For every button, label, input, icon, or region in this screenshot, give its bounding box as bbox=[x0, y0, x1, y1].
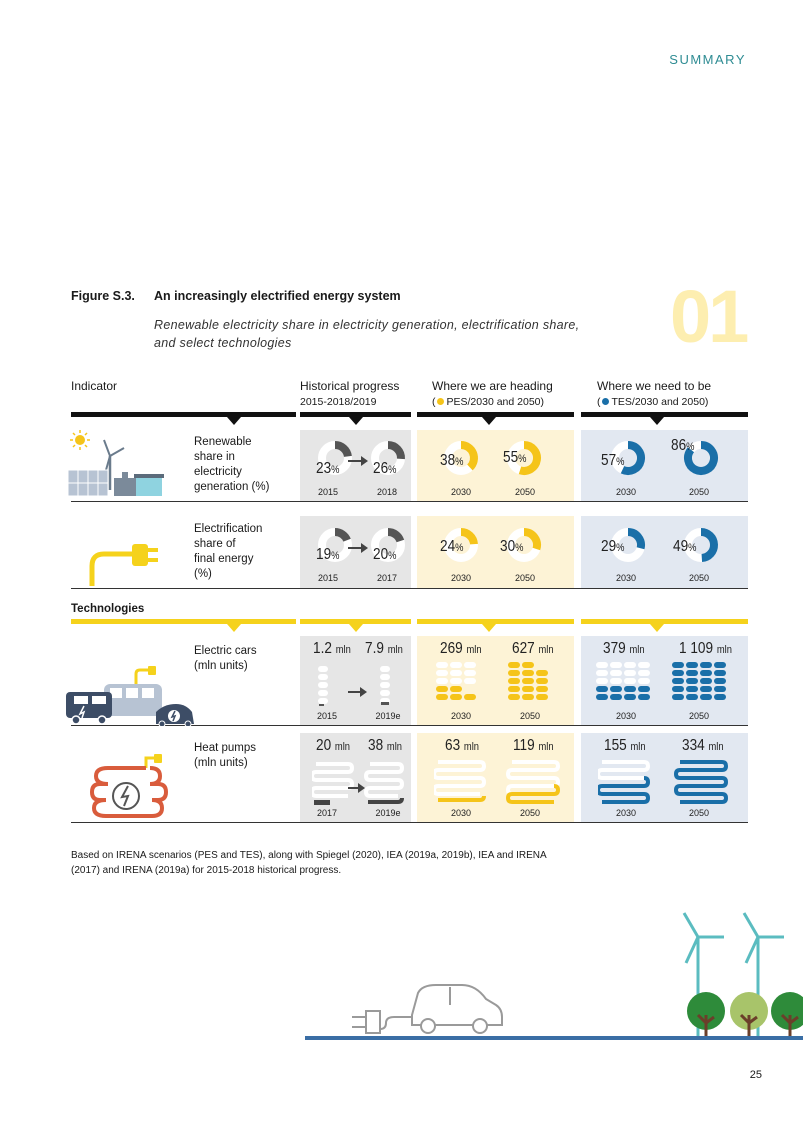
technologies-title: Technologies bbox=[71, 603, 145, 615]
cars-tes-stack bbox=[594, 660, 744, 708]
heatpumps-pes-coils bbox=[434, 758, 570, 808]
value-unit: % bbox=[686, 441, 695, 453]
value-number: 38 bbox=[368, 737, 384, 754]
year-label: 2017 bbox=[376, 573, 398, 583]
col-need-sub-text: TES/2030 and 2050) bbox=[611, 396, 709, 408]
col-heading-sub-text: PES/2030 and 2050) bbox=[446, 396, 544, 408]
year-label: 2030 bbox=[615, 487, 637, 497]
value-renewable-h1 bbox=[316, 460, 339, 478]
value-renewable-t1 bbox=[601, 452, 624, 470]
year-label: 2019e bbox=[375, 711, 401, 721]
value-heatpumps-h1 bbox=[316, 737, 350, 755]
donut-slice bbox=[388, 532, 400, 541]
electrification-label-line-3: final energy bbox=[194, 553, 254, 565]
footnote bbox=[71, 848, 631, 878]
value-electrification-t2 bbox=[673, 538, 696, 556]
figure-subtitle bbox=[154, 316, 654, 352]
donut-slice bbox=[701, 532, 714, 558]
cars-label bbox=[194, 644, 257, 674]
tech-historical-pointer bbox=[349, 624, 363, 632]
row-divider bbox=[71, 822, 748, 823]
value-unit: mln bbox=[334, 741, 350, 753]
figure-number: Figure S.3. bbox=[71, 289, 135, 303]
value-unit: mln bbox=[386, 741, 402, 753]
donut-slice bbox=[628, 532, 641, 548]
value-unit: % bbox=[616, 542, 625, 554]
value-unit: % bbox=[331, 464, 340, 476]
year-label: 2030 bbox=[450, 711, 472, 721]
value-unit: % bbox=[388, 464, 397, 476]
heatpumps-label-line-1: Heat pumps bbox=[194, 742, 257, 754]
row-divider bbox=[71, 588, 748, 589]
heatpumps-label bbox=[194, 741, 256, 771]
pes-dot-icon bbox=[437, 398, 444, 405]
electrification-label-line-1: Electrification bbox=[194, 523, 263, 535]
year-label: 2018 bbox=[376, 487, 398, 497]
tech-heading-pointer bbox=[482, 624, 496, 632]
donut-slice bbox=[335, 445, 348, 456]
year-label: 2030 bbox=[615, 808, 637, 818]
section-label: SUMMARY bbox=[669, 52, 746, 67]
value-number: 7.9 bbox=[365, 640, 384, 657]
historical-pointer bbox=[349, 417, 363, 425]
value-electrification-t1 bbox=[601, 538, 624, 556]
year-label: 2050 bbox=[688, 573, 710, 583]
year-label: 2050 bbox=[519, 711, 541, 721]
tech-need-bar bbox=[581, 619, 748, 624]
need-pointer bbox=[650, 417, 664, 425]
cars-label-line-2: (mln units) bbox=[194, 660, 248, 672]
value-unit: % bbox=[616, 456, 625, 468]
chapter-number: 01 bbox=[670, 275, 747, 358]
year-label: 2015 bbox=[317, 573, 339, 583]
col-indicator: Indicator bbox=[71, 379, 118, 393]
figure-subtitle-line-2: and select technologies bbox=[154, 336, 292, 350]
value-electrification-p1 bbox=[440, 538, 463, 556]
donut-slice bbox=[335, 532, 347, 540]
year-label: 2030 bbox=[615, 711, 637, 721]
col-need-sub-open: ( bbox=[597, 396, 601, 408]
footnote-line-2: (2017) and IRENA (2019a) for 2015-2018 historical progress. bbox=[71, 865, 342, 876]
renewable-label bbox=[194, 435, 269, 495]
indicator-bar bbox=[71, 412, 296, 417]
year-label: 2050 bbox=[688, 487, 710, 497]
cars-historical-stack bbox=[316, 662, 406, 710]
col-heading: Where we are heading bbox=[432, 379, 553, 393]
landscape-illustration bbox=[300, 905, 803, 1045]
value-unit: % bbox=[331, 550, 340, 562]
value-number: 38 bbox=[440, 452, 456, 469]
renewable-label-line-4: generation (%) bbox=[194, 481, 270, 493]
value-electrification-p2 bbox=[500, 538, 523, 556]
value-unit: % bbox=[688, 542, 697, 554]
electrification-label bbox=[194, 522, 262, 582]
value-cars-p1 bbox=[440, 640, 482, 658]
renewable-energy-icon bbox=[66, 428, 186, 500]
value-number: 334 bbox=[682, 737, 705, 754]
value-number: 155 bbox=[604, 737, 627, 754]
value-number: 30 bbox=[500, 538, 516, 555]
value-number: 24 bbox=[440, 538, 456, 555]
value-heatpumps-h2 bbox=[368, 737, 402, 755]
electric-cars-icon bbox=[64, 664, 196, 726]
year-label: 2019e bbox=[375, 808, 401, 818]
value-number: 23 bbox=[316, 460, 332, 477]
value-number: 19 bbox=[316, 546, 332, 563]
col-historical-sub: 2015-2018/2019 bbox=[300, 396, 377, 408]
figure-title: An increasingly electrified energy system bbox=[154, 289, 401, 303]
heading-pointer bbox=[482, 417, 496, 425]
year-label: 2050 bbox=[688, 808, 710, 818]
value-number: 1.2 bbox=[313, 640, 332, 657]
value-cars-t2 bbox=[679, 640, 732, 658]
donut-slice bbox=[524, 532, 537, 549]
value-number: 379 bbox=[603, 640, 626, 657]
cars-label-line-1: Electric cars bbox=[194, 645, 257, 657]
footnote-line-1: Based on IRENA scenarios (PES and TES), along with Spiegel (2020), IEA (2019a, 2019b), IEA and IRENA bbox=[71, 850, 547, 861]
electrification-label-line-4: (%) bbox=[194, 568, 212, 580]
heat-pump-icon bbox=[88, 752, 168, 822]
year-label: 2050 bbox=[519, 808, 541, 818]
value-cars-h1 bbox=[313, 640, 351, 658]
value-cars-p2 bbox=[512, 640, 554, 658]
value-number: 1 109 bbox=[679, 640, 714, 657]
year-label: 2030 bbox=[450, 808, 472, 818]
value-heatpumps-p2 bbox=[513, 737, 554, 755]
tech-need-pointer bbox=[650, 624, 664, 632]
value-unit: mln bbox=[538, 741, 554, 753]
value-unit: mln bbox=[335, 644, 351, 656]
value-heatpumps-p1 bbox=[445, 737, 479, 755]
value-number: 26 bbox=[373, 460, 389, 477]
col-need-sub bbox=[597, 396, 708, 408]
value-number: 55 bbox=[503, 449, 519, 466]
year-label: 2017 bbox=[316, 808, 338, 818]
tes-dot-icon bbox=[602, 398, 609, 405]
renewable-label-line-3: electricity bbox=[194, 466, 242, 478]
value-unit: mln bbox=[463, 741, 479, 753]
heatpumps-tes-coils bbox=[598, 758, 738, 808]
cars-pes-stack bbox=[436, 660, 566, 708]
value-renewable-h2 bbox=[373, 460, 396, 478]
plug-icon bbox=[86, 536, 166, 588]
value-electrification-h1 bbox=[316, 546, 339, 564]
year-label: 2050 bbox=[514, 487, 536, 497]
value-unit: % bbox=[515, 542, 524, 554]
col-historical: Historical progress bbox=[300, 379, 400, 393]
year-label: 2015 bbox=[316, 711, 338, 721]
value-unit: % bbox=[388, 550, 397, 562]
value-unit: mln bbox=[466, 644, 482, 656]
value-heatpumps-t2 bbox=[682, 737, 724, 755]
col-heading-sub bbox=[432, 396, 544, 408]
value-heatpumps-t1 bbox=[604, 737, 646, 755]
year-label: 2030 bbox=[450, 487, 472, 497]
value-unit: mln bbox=[629, 644, 645, 656]
need-bar bbox=[581, 412, 748, 417]
value-unit: mln bbox=[538, 644, 554, 656]
value-unit: mln bbox=[708, 741, 724, 753]
value-unit: % bbox=[455, 456, 464, 468]
value-number: 29 bbox=[601, 538, 617, 555]
year-label: 2050 bbox=[514, 573, 536, 583]
value-unit: mln bbox=[630, 741, 646, 753]
page-number: 25 bbox=[749, 1069, 762, 1081]
value-unit: mln bbox=[716, 644, 732, 656]
value-number: 269 bbox=[440, 640, 463, 657]
arrow-right-icon bbox=[347, 455, 369, 467]
year-label: 2050 bbox=[688, 711, 710, 721]
indicator-pointer bbox=[227, 417, 241, 425]
arrow-right-icon bbox=[347, 542, 369, 554]
value-renewable-p1 bbox=[440, 452, 463, 470]
value-cars-t1 bbox=[603, 640, 645, 658]
value-number: 20 bbox=[373, 546, 389, 563]
year-label: 2015 bbox=[317, 487, 339, 497]
value-renewable-t2 bbox=[671, 437, 694, 455]
value-number: 63 bbox=[445, 737, 461, 754]
value-unit: % bbox=[518, 453, 527, 465]
value-unit: mln bbox=[387, 644, 403, 656]
value-unit: % bbox=[455, 542, 464, 554]
value-number: 57 bbox=[601, 452, 617, 469]
year-label: 2030 bbox=[615, 573, 637, 583]
row-divider bbox=[71, 501, 748, 502]
figure-subtitle-line-1: Renewable electricity share in electricity generation, electrification share, bbox=[154, 318, 580, 332]
value-renewable-p2 bbox=[503, 449, 526, 467]
donut-slice bbox=[388, 445, 401, 459]
tech-indicator-bar bbox=[71, 619, 296, 624]
year-label: 2030 bbox=[450, 573, 472, 583]
value-number: 86 bbox=[671, 437, 687, 454]
value-number: 119 bbox=[513, 737, 535, 754]
value-electrification-h2 bbox=[373, 546, 396, 564]
col-heading-sub-open: ( bbox=[432, 396, 436, 408]
value-number: 627 bbox=[512, 640, 535, 657]
col-need: Where we need to be bbox=[597, 379, 712, 393]
renewable-label-line-2: share in bbox=[194, 451, 235, 463]
renewable-label-line-1: Renewable bbox=[194, 436, 252, 448]
value-number: 49 bbox=[673, 538, 689, 555]
heatpumps-label-line-2: (mln units) bbox=[194, 757, 248, 769]
value-cars-h2 bbox=[365, 640, 403, 658]
electrification-label-line-2: share of bbox=[194, 538, 236, 550]
value-number: 20 bbox=[316, 737, 332, 754]
tech-indicator-pointer bbox=[227, 624, 241, 632]
heatpumps-historical-coils bbox=[312, 760, 408, 808]
